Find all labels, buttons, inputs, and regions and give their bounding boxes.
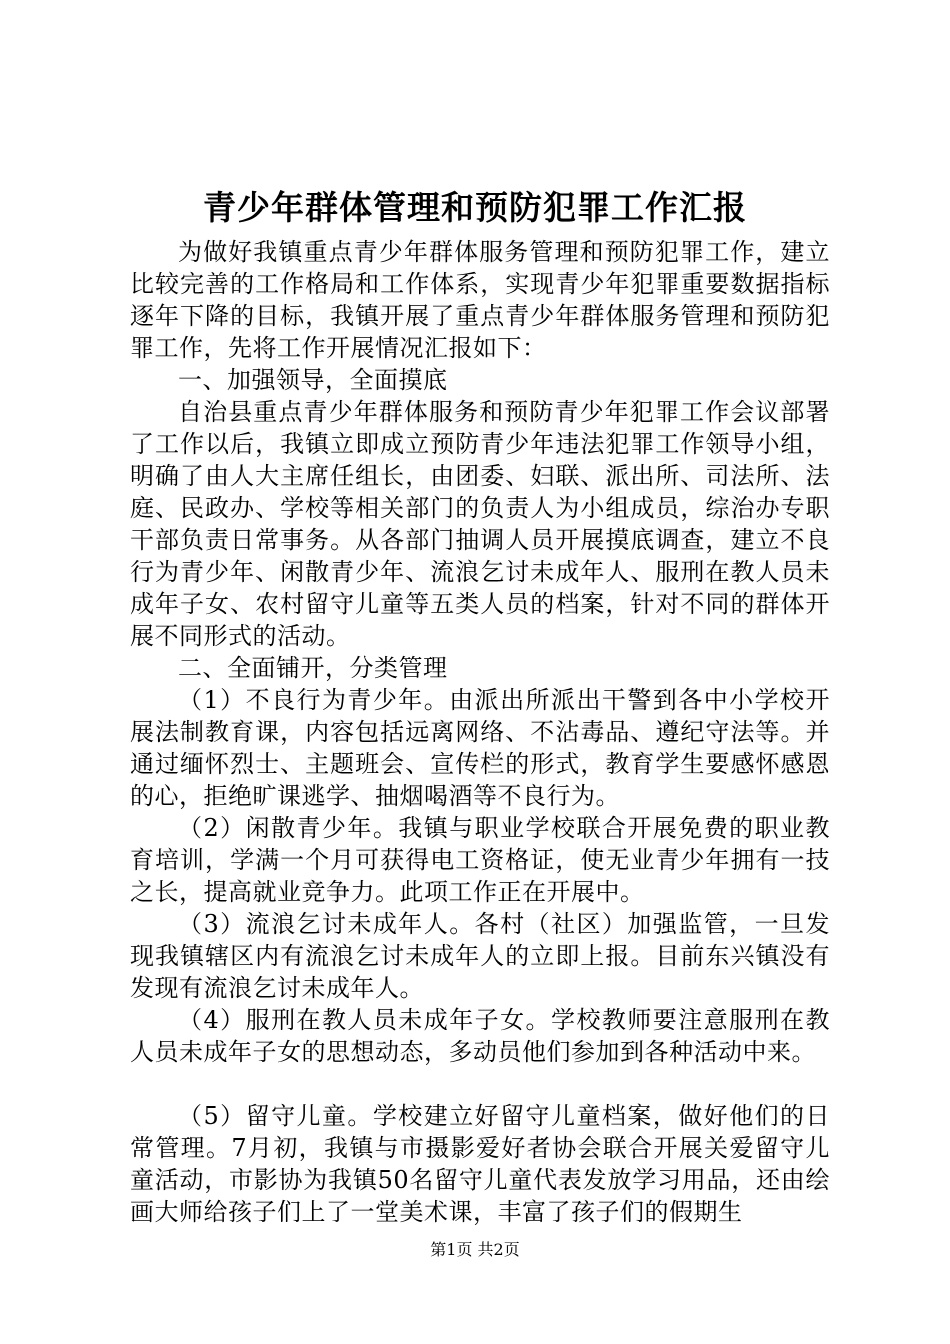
item-5-paragraph: （5）留守儿童。学校建立好留守儿童档案，做好他们的日常管理。7月初，我镇与市摄影爱好者协会联合开展关爱留守儿童活动，市影协为我镇50名留守儿童代表发放学习用品，还由绘画大师给孩子们上了一堂美术课，丰富了孩子们的假期生 [130,1102,830,1226]
section-heading-2: 二、全面铺开，分类管理 [178,654,448,682]
item-2-paragraph: （2）闲散青少年。我镇与职业学校联合开展免费的职业教育培训，学满一个月可获得电工资格证，使无业青少年拥有一技之长，提高就业竞争力。此项工作正在开展中。 [130,814,830,906]
document-body [130,236,830,1228]
page-footer: 第1页 共2页 [430,1240,520,1259]
item-4-paragraph: （4）服刑在教人员未成年子女。学校教师要注意服刑在教人员未成年子女的思想动态，多动员他们参加到各种活动中来。 [130,1006,830,1066]
section-heading-1: 一、加强领导，全面摸底 [178,366,448,394]
intro-paragraph: 为做好我镇重点青少年群体服务管理和预防犯罪工作，建立比较完善的工作格局和工作体系，实现青少年犯罪重要数据指标逐年下降的目标，我镇开展了重点青少年群体服务管理和预防犯罪工作，先将工作开展情况汇报如下： [130,238,830,362]
document-title: 青少年群体管理和预防犯罪工作汇报 [203,188,747,227]
item-3-paragraph: （3）流浪乞讨未成年人。各村（社区）加强监管，一旦发现我镇辖区内有流浪乞讨未成年人的立即上报。目前东兴镇没有发现有流浪乞讨未成年人。 [130,910,830,1002]
section-1-paragraph: 自治县重点青少年群体服务和预防青少年犯罪工作会议部署了工作以后，我镇立即成立预防青少年违法犯罪工作领导小组，明确了由人大主席任组长，由团委、妇联、派出所、司法所、法庭、民政办、学校等相关部门的负责人为小组成员，综治办专职干部负责日常事务。从各部门抽调人员开展摸底调查，建立不良行为青少年、闲散青少年、流浪乞讨未成年人、服刑在教人员未成年子女、农村留守儿童等五类人员的档案，针对不同的群体开展不同形式的活动。 [130,398,830,650]
item-1-paragraph: （1）不良行为青少年。由派出所派出干警到各中小学校开展法制教育课，内容包括远离网络、不沾毒品、遵纪守法等。并通过缅怀烈士、主题班会、宣传栏的形式，教育学生要感怀感恩的心，拒绝旷课逃学、抽烟喝酒等不良行为。 [130,686,830,810]
